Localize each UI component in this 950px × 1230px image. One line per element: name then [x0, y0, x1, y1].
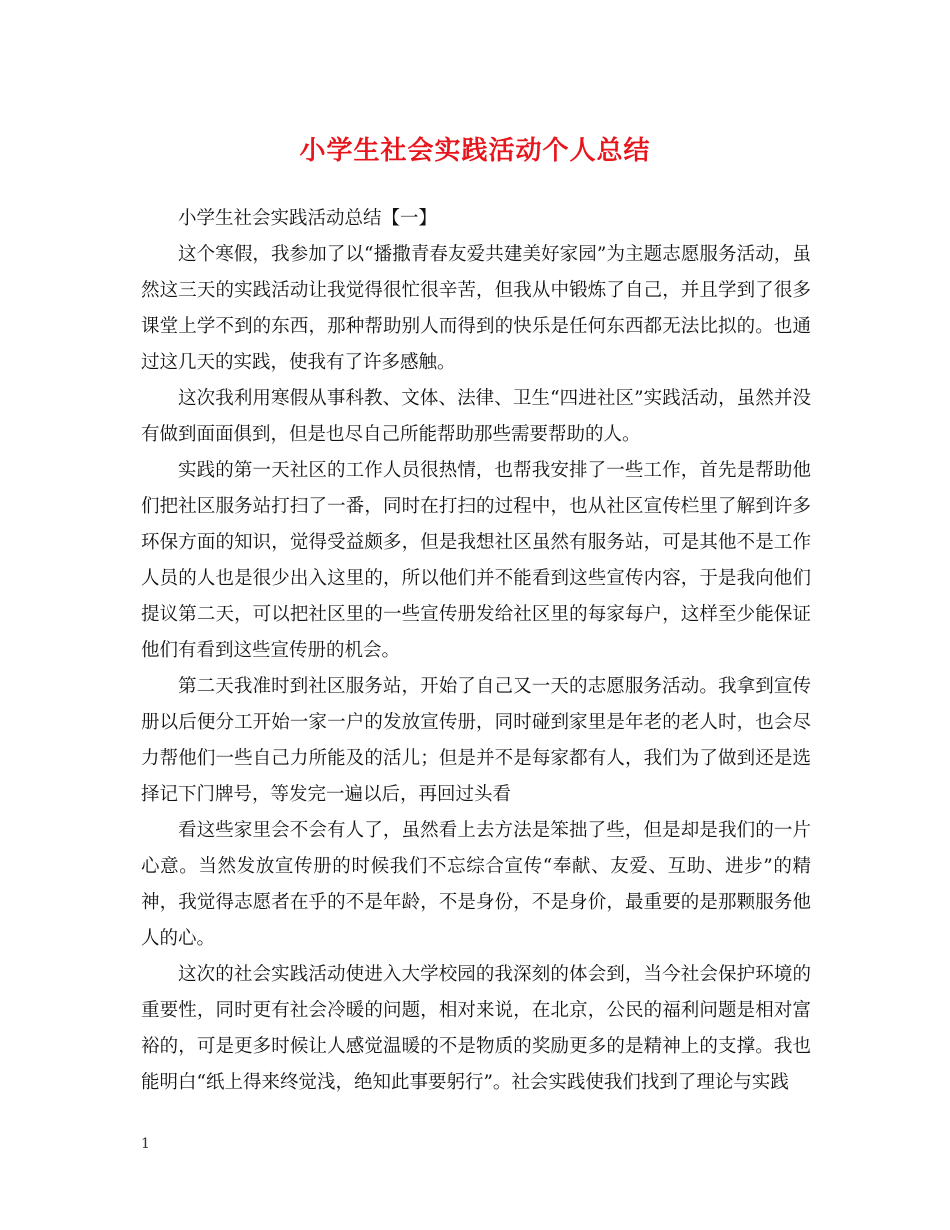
paragraph: 这次我利用寒假从事科教、文体、法律、卫生“四进社区”实践活动，虽然并没有做到面面俱到，但是也尽自己所能帮助那些需要帮助的人。: [141, 388, 811, 445]
document-body: [141, 201, 811, 1101]
paragraph: 这次的社会实践活动使进入大学校园的我深刻的体会到，当今社会保护环境的重要性，同时更有社会冷暖的问题，相对来说，在北京，公民的福利问题是相对富裕的，可是更多时候让人感觉温暖的不是物质的奖励更多的是精神上的支撑。我也能明白“纸上得来终觉浅，绝知此事要躬行”。社会实践使我们找到了理论与实践: [141, 964, 811, 1093]
page-number: 1: [141, 1136, 150, 1152]
paragraph-section-heading: 小学生社会实践活动总结【一】: [178, 208, 438, 229]
paragraph: 这个寒假，我参加了以“播撒青春友爱共建美好家园”为主题志愿服务活动，虽然这三天的实践活动让我觉得很忙很辛苦，但我从中锻炼了自己，并且学到了很多课堂上学不到的东西，那种帮助别人而得到的快乐是任何东西都无法比拟的。也通过这几天的实践，使我有了许多感触。: [141, 244, 811, 373]
paragraph: 第二天我准时到社区服务站，开始了自己又一天的志愿服务活动。我拿到宣传册以后便分工开始一家一户的发放宣传册，同时碰到家里是年老的老人时，也会尽力帮他们一些自己力所能及的活儿；但是并不是每家都有人，我们为了做到还是选择记下门牌号，等发完一遍以后，再回过头看: [141, 676, 811, 805]
paragraph: 实践的第一天社区的工作人员很热情，也帮我安排了一些工作，首先是帮助他们把社区服务站打扫了一番，同时在打扫的过程中，也从社区宣传栏里了解到许多环保方面的知识，觉得受益颇多，但是我想社区虽然有服务站，可是其他不是工作人员的人也是很少出入这里的，所以他们并不能看到这些宣传内容，于是我向他们提议第二天，可以把社区里的一些宣传册发给社区里的每家每户，这样至少能保证他们有看到这些宣传册的机会。: [141, 460, 811, 661]
paragraph: 看这些家里会不会有人了，虽然看上去方法是笨拙了些，但是却是我们的一片心意。当然发放宣传册的时候我们不忘综合宣传“奉献、友爱、互助、进步”的精神，我觉得志愿者在乎的不是年龄，不是身份，不是身价，最重要的是那颗服务他人的心。: [141, 820, 811, 949]
document-title: 小学生社会实践活动个人总结: [299, 136, 651, 166]
